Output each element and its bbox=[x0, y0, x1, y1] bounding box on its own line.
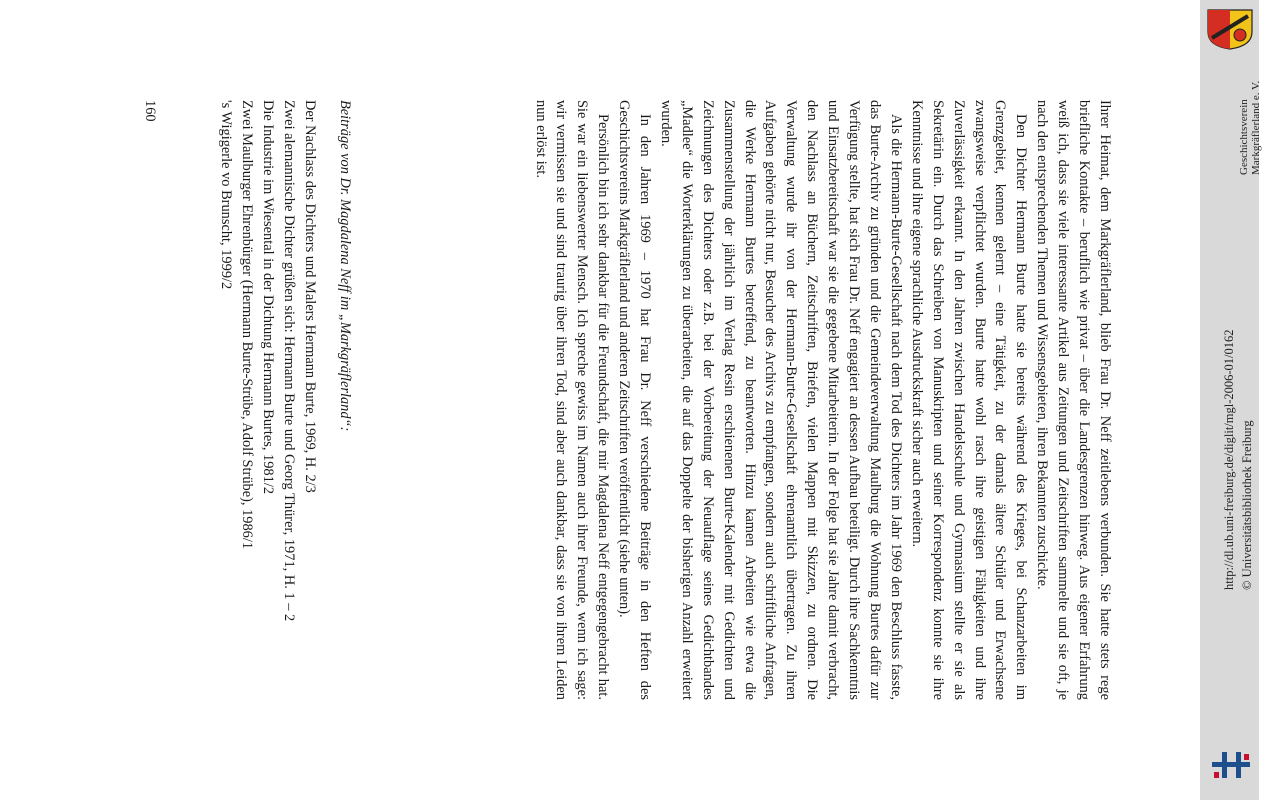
copyright-notice: © Universitätsbibliothek Freiburg bbox=[1240, 420, 1254, 590]
society-name-line2: Markgräflerland e. V. bbox=[1250, 80, 1262, 175]
source-item: Die Industrie im Wiesental in der Dichtung Hermann Burtes, 1981/2 bbox=[260, 100, 277, 495]
source-item: 's Wigigerle vo Brunscht, 1999/2 bbox=[218, 100, 235, 290]
sources-heading: Beiträge von Dr. Magdalena Neff im „Markgräflerland“: bbox=[337, 100, 353, 432]
source-item: Zwei Maulburger Ehrenbürger (Hermann Burte-Strübe, Adolf Strübe), 1986/1 bbox=[239, 100, 256, 550]
paragraph-4: In den Jahren 1969 – 1970 hat Frau Dr. Neff verschiedene Beiträge in den Heften des Geschichtsvereins Markgräflerland und anderen Zeitschriften veröffentlicht (siehe unten). bbox=[616, 100, 654, 700]
source-item: Zwei alemannische Dichter grüßen sich: Hermann Burte und Georg Thürer, 1971, H. 1 – 2 bbox=[281, 100, 298, 622]
page-number: 160 bbox=[142, 100, 158, 122]
document-url-link[interactable]: http://dl.ub.uni-freiburg.de/diglit/mgl-2006-01/0162 bbox=[1222, 329, 1236, 590]
sources-list bbox=[215, 100, 320, 700]
society-crest-icon bbox=[1206, 8, 1254, 50]
paragraph-3: Als die Hermann-Burte-Gesellschaft nach dem Tod des Dichters im Jahr 1969 den Beschluss fasste, das Burte-Archiv zu gründen und die Gemeindeverwaltung Maulburg die Wohnung Burtes dafür zur Verfügung stellte, hat sich Frau Dr. Neff engagiert an dessen Aufbau beteiligt. Durch ihre Sachkenntnis und Einsatzbereitschaft war sie die gegebene Mitarbeiterin. In der Folge hat sie Jahre damit verbracht, den Nachlass an Büchern, Zeitschriften, Briefen, vielen Mappen mit Skizzen, zu ordnen. Die Verwaltung wurde ihr von der Hermann-Burte-Gesellschaft ehrenamtlich übertragen. Zu ihren Aufgaben gehörte nicht nur, Besucher des Archivs zu empfangen, sondern auch schriftliche Anfragen, die Werke Hermann Burtes betreffend, zu beantworten. Hinzu kamen Arbeiten wie etwa die Zusammenstellung der jährlich im Verlag Resin erschienenen Burte-Kalender mit Gedichten und Zeichnungen des Dichters oder z.B. bei der Vorbereitung der Neuauflage seines Gedichtbandes „Madlee“ die Worterklärungen zu überarbeiten, die auf das Doppelte der bisherigen Anzahl erweitert wurden. bbox=[657, 100, 904, 700]
rotated-page-content bbox=[85, 100, 1115, 700]
paragraph-5: Persönlich bin ich sehr dankbar für die Freundschaft, die mir Magdalena Neff entgegengebracht hat. Sie war ein liebenswerter Mensch. Ich spreche gewiss im Namen auch ihrer Freunde, wenn ich sage: wir vermissen sie und sind traurig über ihren Tod, sind aber auch dankbar, dass sie von ihrem Leiden nun erlöst ist. bbox=[532, 100, 612, 700]
paragraph-2: Den Dichter Hermann Burte hatte sie bereits während des Krieges, bei Schanzarbeiten im Grenzgebiet, kennen gelernt – eine Tätigkeit, zu der damals ältere Schüler und Erwachsene zwangsweise verpflichtet wurden. Burte hatte wohl rasch ihre geistigen Fähigkeiten und ihre Zuverlässigkeit erkannt. In den Jahren zwischen Handelsschule und Gymnasium stellte er sie als Sekretärin ein. Durch das Schreiben von Manuskripten und seiner Korrespondenz konnte sie ihre Kenntnisse und ihre eigene sprachliche Ausdruckskraft sicher auch erweitern. bbox=[908, 100, 1030, 700]
source-item: Der Nachlass des Dichters und Malers Hermann Burte, 1969, H. 2/3 bbox=[302, 100, 318, 493]
paragraph-1: Ihrer Heimat, dem Markgräflerland, blieb Frau Dr. Neff zeitlebens verbunden. Sie hatte stets rege briefliche Kontakte – beruflich wie privat – über die Landesgrenzen hinweg. Aus eigener Erfahrung weiß ich, dass sie viele interessante Artikel aus Zeitungen und Zeitschriften sammelte und sie oft, je nach den entsprechenden Themen und Wissensgebieten, ihren Bekannten zuschickte. bbox=[1034, 100, 1113, 700]
society-name-line1: Geschichtsverein bbox=[1238, 99, 1250, 175]
body-text bbox=[530, 100, 1115, 700]
university-library-logo-icon bbox=[1210, 750, 1252, 780]
